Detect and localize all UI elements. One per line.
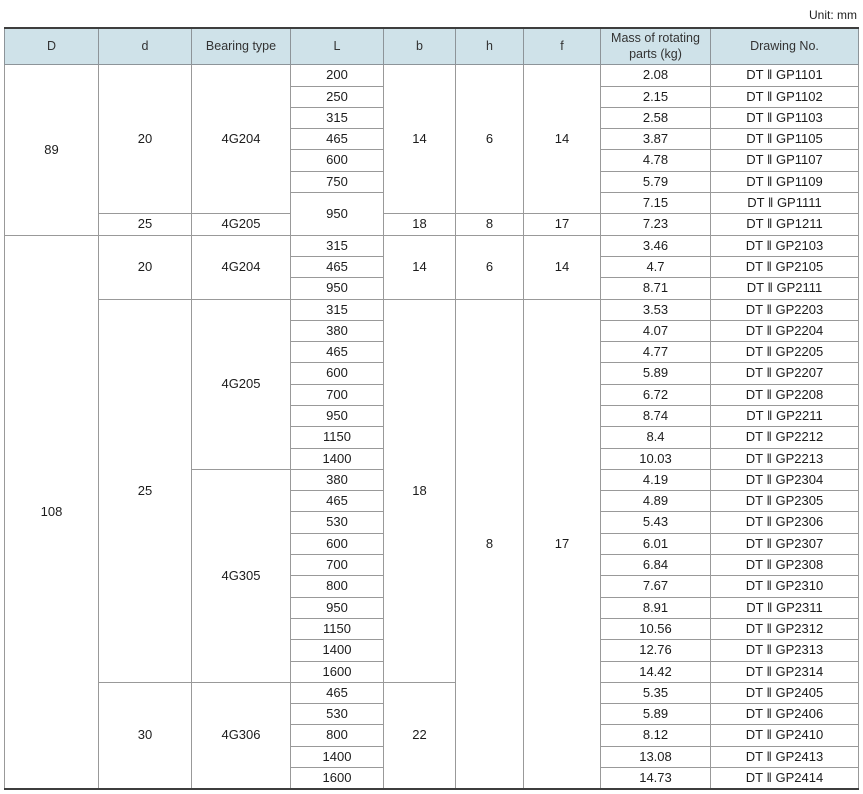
cell-L: 315 (291, 107, 384, 128)
cell-L: 315 (291, 299, 384, 320)
column-header-L: L (291, 28, 384, 65)
cell-mass: 5.89 (601, 704, 711, 725)
cell-drawing_no: DT ‖ GP2203 (711, 299, 859, 320)
cell-drawing_no: DT ‖ GP2413 (711, 746, 859, 767)
cell-drawing_no: DT ‖ GP2405 (711, 682, 859, 703)
table-row (5, 682, 859, 703)
cell-bearing_type: 4G305 (192, 469, 291, 682)
cell-L: 600 (291, 363, 384, 384)
cell-f: 17 (524, 214, 601, 235)
cell-L: 380 (291, 320, 384, 341)
cell-L: 380 (291, 469, 384, 490)
cell-mass: 5.79 (601, 171, 711, 192)
cell-drawing_no: DT ‖ GP2314 (711, 661, 859, 682)
cell-drawing_no: DT ‖ GP2307 (711, 533, 859, 554)
cell-L: 1150 (291, 427, 384, 448)
cell-mass: 8.74 (601, 406, 711, 427)
cell-d: 20 (99, 65, 192, 214)
column-header-D: D (5, 28, 99, 65)
cell-mass: 10.03 (601, 448, 711, 469)
cell-L: 1400 (291, 746, 384, 767)
cell-L: 600 (291, 533, 384, 554)
cell-L: 700 (291, 384, 384, 405)
column-header-f: f (524, 28, 601, 65)
cell-mass: 7.67 (601, 576, 711, 597)
cell-drawing_no: DT ‖ GP2212 (711, 427, 859, 448)
cell-L: 700 (291, 555, 384, 576)
cell-bearing_type: 4G204 (192, 65, 291, 214)
cell-mass: 4.7 (601, 256, 711, 277)
cell-mass: 2.15 (601, 86, 711, 107)
cell-D: 108 (5, 235, 99, 789)
cell-L: 465 (291, 256, 384, 277)
column-header-h: h (456, 28, 524, 65)
cell-drawing_no: DT ‖ GP2204 (711, 320, 859, 341)
cell-mass: 7.15 (601, 193, 711, 214)
cell-mass: 8.12 (601, 725, 711, 746)
cell-drawing_no: DT ‖ GP2205 (711, 342, 859, 363)
table-body (5, 65, 859, 789)
cell-drawing_no: DT ‖ GP1103 (711, 107, 859, 128)
cell-L: 1150 (291, 618, 384, 639)
cell-L: 800 (291, 725, 384, 746)
cell-mass: 14.73 (601, 768, 711, 789)
table-row (5, 214, 859, 235)
cell-L: 200 (291, 65, 384, 86)
cell-f: 14 (524, 65, 601, 214)
cell-bearing_type: 4G205 (192, 299, 291, 469)
cell-L: 600 (291, 150, 384, 171)
cell-mass: 10.56 (601, 618, 711, 639)
table-row (5, 299, 859, 320)
cell-L: 950 (291, 193, 384, 236)
cell-mass: 2.08 (601, 65, 711, 86)
cell-h: 8 (456, 214, 524, 235)
column-header-drawing_no: Drawing No. (711, 28, 859, 65)
cell-L: 465 (291, 129, 384, 150)
cell-b: 22 (384, 682, 456, 788)
cell-drawing_no: DT ‖ GP2305 (711, 491, 859, 512)
cell-mass: 6.84 (601, 555, 711, 576)
cell-drawing_no: DT ‖ GP2105 (711, 256, 859, 277)
cell-bearing_type: 4G306 (192, 682, 291, 788)
cell-h: 8 (456, 299, 524, 789)
cell-drawing_no: DT ‖ GP2213 (711, 448, 859, 469)
cell-D: 89 (5, 65, 99, 235)
cell-drawing_no: DT ‖ GP2207 (711, 363, 859, 384)
cell-drawing_no: DT ‖ GP1111 (711, 193, 859, 214)
cell-L: 950 (291, 597, 384, 618)
cell-drawing_no: DT ‖ GP2304 (711, 469, 859, 490)
cell-L: 1400 (291, 640, 384, 661)
column-header-bearing_type: Bearing type (192, 28, 291, 65)
column-header-b: b (384, 28, 456, 65)
cell-b: 18 (384, 299, 456, 682)
cell-f: 17 (524, 299, 601, 789)
cell-b: 14 (384, 65, 456, 214)
cell-drawing_no: DT ‖ GP2414 (711, 768, 859, 789)
cell-drawing_no: DT ‖ GP2103 (711, 235, 859, 256)
cell-drawing_no: DT ‖ GP2208 (711, 384, 859, 405)
cell-mass: 6.01 (601, 533, 711, 554)
cell-drawing_no: DT ‖ GP1211 (711, 214, 859, 235)
cell-L: 950 (291, 406, 384, 427)
cell-L: 465 (291, 491, 384, 512)
cell-L: 1600 (291, 661, 384, 682)
cell-L: 950 (291, 278, 384, 299)
cell-L: 800 (291, 576, 384, 597)
cell-drawing_no: DT ‖ GP1102 (711, 86, 859, 107)
cell-mass: 14.42 (601, 661, 711, 682)
cell-L: 530 (291, 512, 384, 533)
cell-drawing_no: DT ‖ GP2406 (711, 704, 859, 725)
cell-drawing_no: DT ‖ GP2410 (711, 725, 859, 746)
cell-drawing_no: DT ‖ GP2111 (711, 278, 859, 299)
cell-L: 1400 (291, 448, 384, 469)
cell-drawing_no: DT ‖ GP1101 (711, 65, 859, 86)
cell-mass: 7.23 (601, 214, 711, 235)
cell-drawing_no: DT ‖ GP2313 (711, 640, 859, 661)
cell-h: 6 (456, 235, 524, 299)
column-header-mass: Mass of rotating parts (kg) (601, 28, 711, 65)
cell-drawing_no: DT ‖ GP1105 (711, 129, 859, 150)
cell-mass: 8.91 (601, 597, 711, 618)
cell-mass: 4.19 (601, 469, 711, 490)
cell-drawing_no: DT ‖ GP2211 (711, 406, 859, 427)
cell-mass: 13.08 (601, 746, 711, 767)
cell-h: 6 (456, 65, 524, 214)
cell-f: 14 (524, 235, 601, 299)
table-row (5, 65, 859, 86)
cell-mass: 4.07 (601, 320, 711, 341)
cell-bearing_type: 4G205 (192, 214, 291, 235)
cell-mass: 12.76 (601, 640, 711, 661)
cell-drawing_no: DT ‖ GP2306 (711, 512, 859, 533)
cell-L: 250 (291, 86, 384, 107)
cell-mass: 5.43 (601, 512, 711, 533)
cell-L: 1600 (291, 768, 384, 789)
cell-drawing_no: DT ‖ GP1109 (711, 171, 859, 192)
cell-mass: 8.4 (601, 427, 711, 448)
header-row (5, 28, 859, 65)
cell-drawing_no: DT ‖ GP1107 (711, 150, 859, 171)
cell-L: 750 (291, 171, 384, 192)
cell-mass: 8.71 (601, 278, 711, 299)
cell-mass: 5.35 (601, 682, 711, 703)
table-header (5, 28, 859, 65)
cell-mass: 5.89 (601, 363, 711, 384)
cell-drawing_no: DT ‖ GP2311 (711, 597, 859, 618)
cell-mass: 4.89 (601, 491, 711, 512)
cell-L: 465 (291, 342, 384, 363)
cell-mass: 2.58 (601, 107, 711, 128)
cell-b: 14 (384, 235, 456, 299)
cell-bearing_type: 4G204 (192, 235, 291, 299)
cell-d: 25 (99, 214, 192, 235)
cell-mass: 3.46 (601, 235, 711, 256)
cell-mass: 4.77 (601, 342, 711, 363)
column-header-d: d (99, 28, 192, 65)
cell-L: 315 (291, 235, 384, 256)
cell-L: 530 (291, 704, 384, 725)
cell-drawing_no: DT ‖ GP2308 (711, 555, 859, 576)
bearing-dimensions-table (4, 27, 859, 790)
table-row (5, 235, 859, 256)
cell-drawing_no: DT ‖ GP2312 (711, 618, 859, 639)
cell-mass: 3.53 (601, 299, 711, 320)
cell-d: 25 (99, 299, 192, 682)
unit-label: Unit: mm (809, 8, 857, 22)
cell-mass: 4.78 (601, 150, 711, 171)
cell-d: 20 (99, 235, 192, 299)
cell-mass: 6.72 (601, 384, 711, 405)
cell-drawing_no: DT ‖ GP2310 (711, 576, 859, 597)
cell-L: 465 (291, 682, 384, 703)
cell-b: 18 (384, 214, 456, 235)
cell-mass: 3.87 (601, 129, 711, 150)
cell-d: 30 (99, 682, 192, 788)
